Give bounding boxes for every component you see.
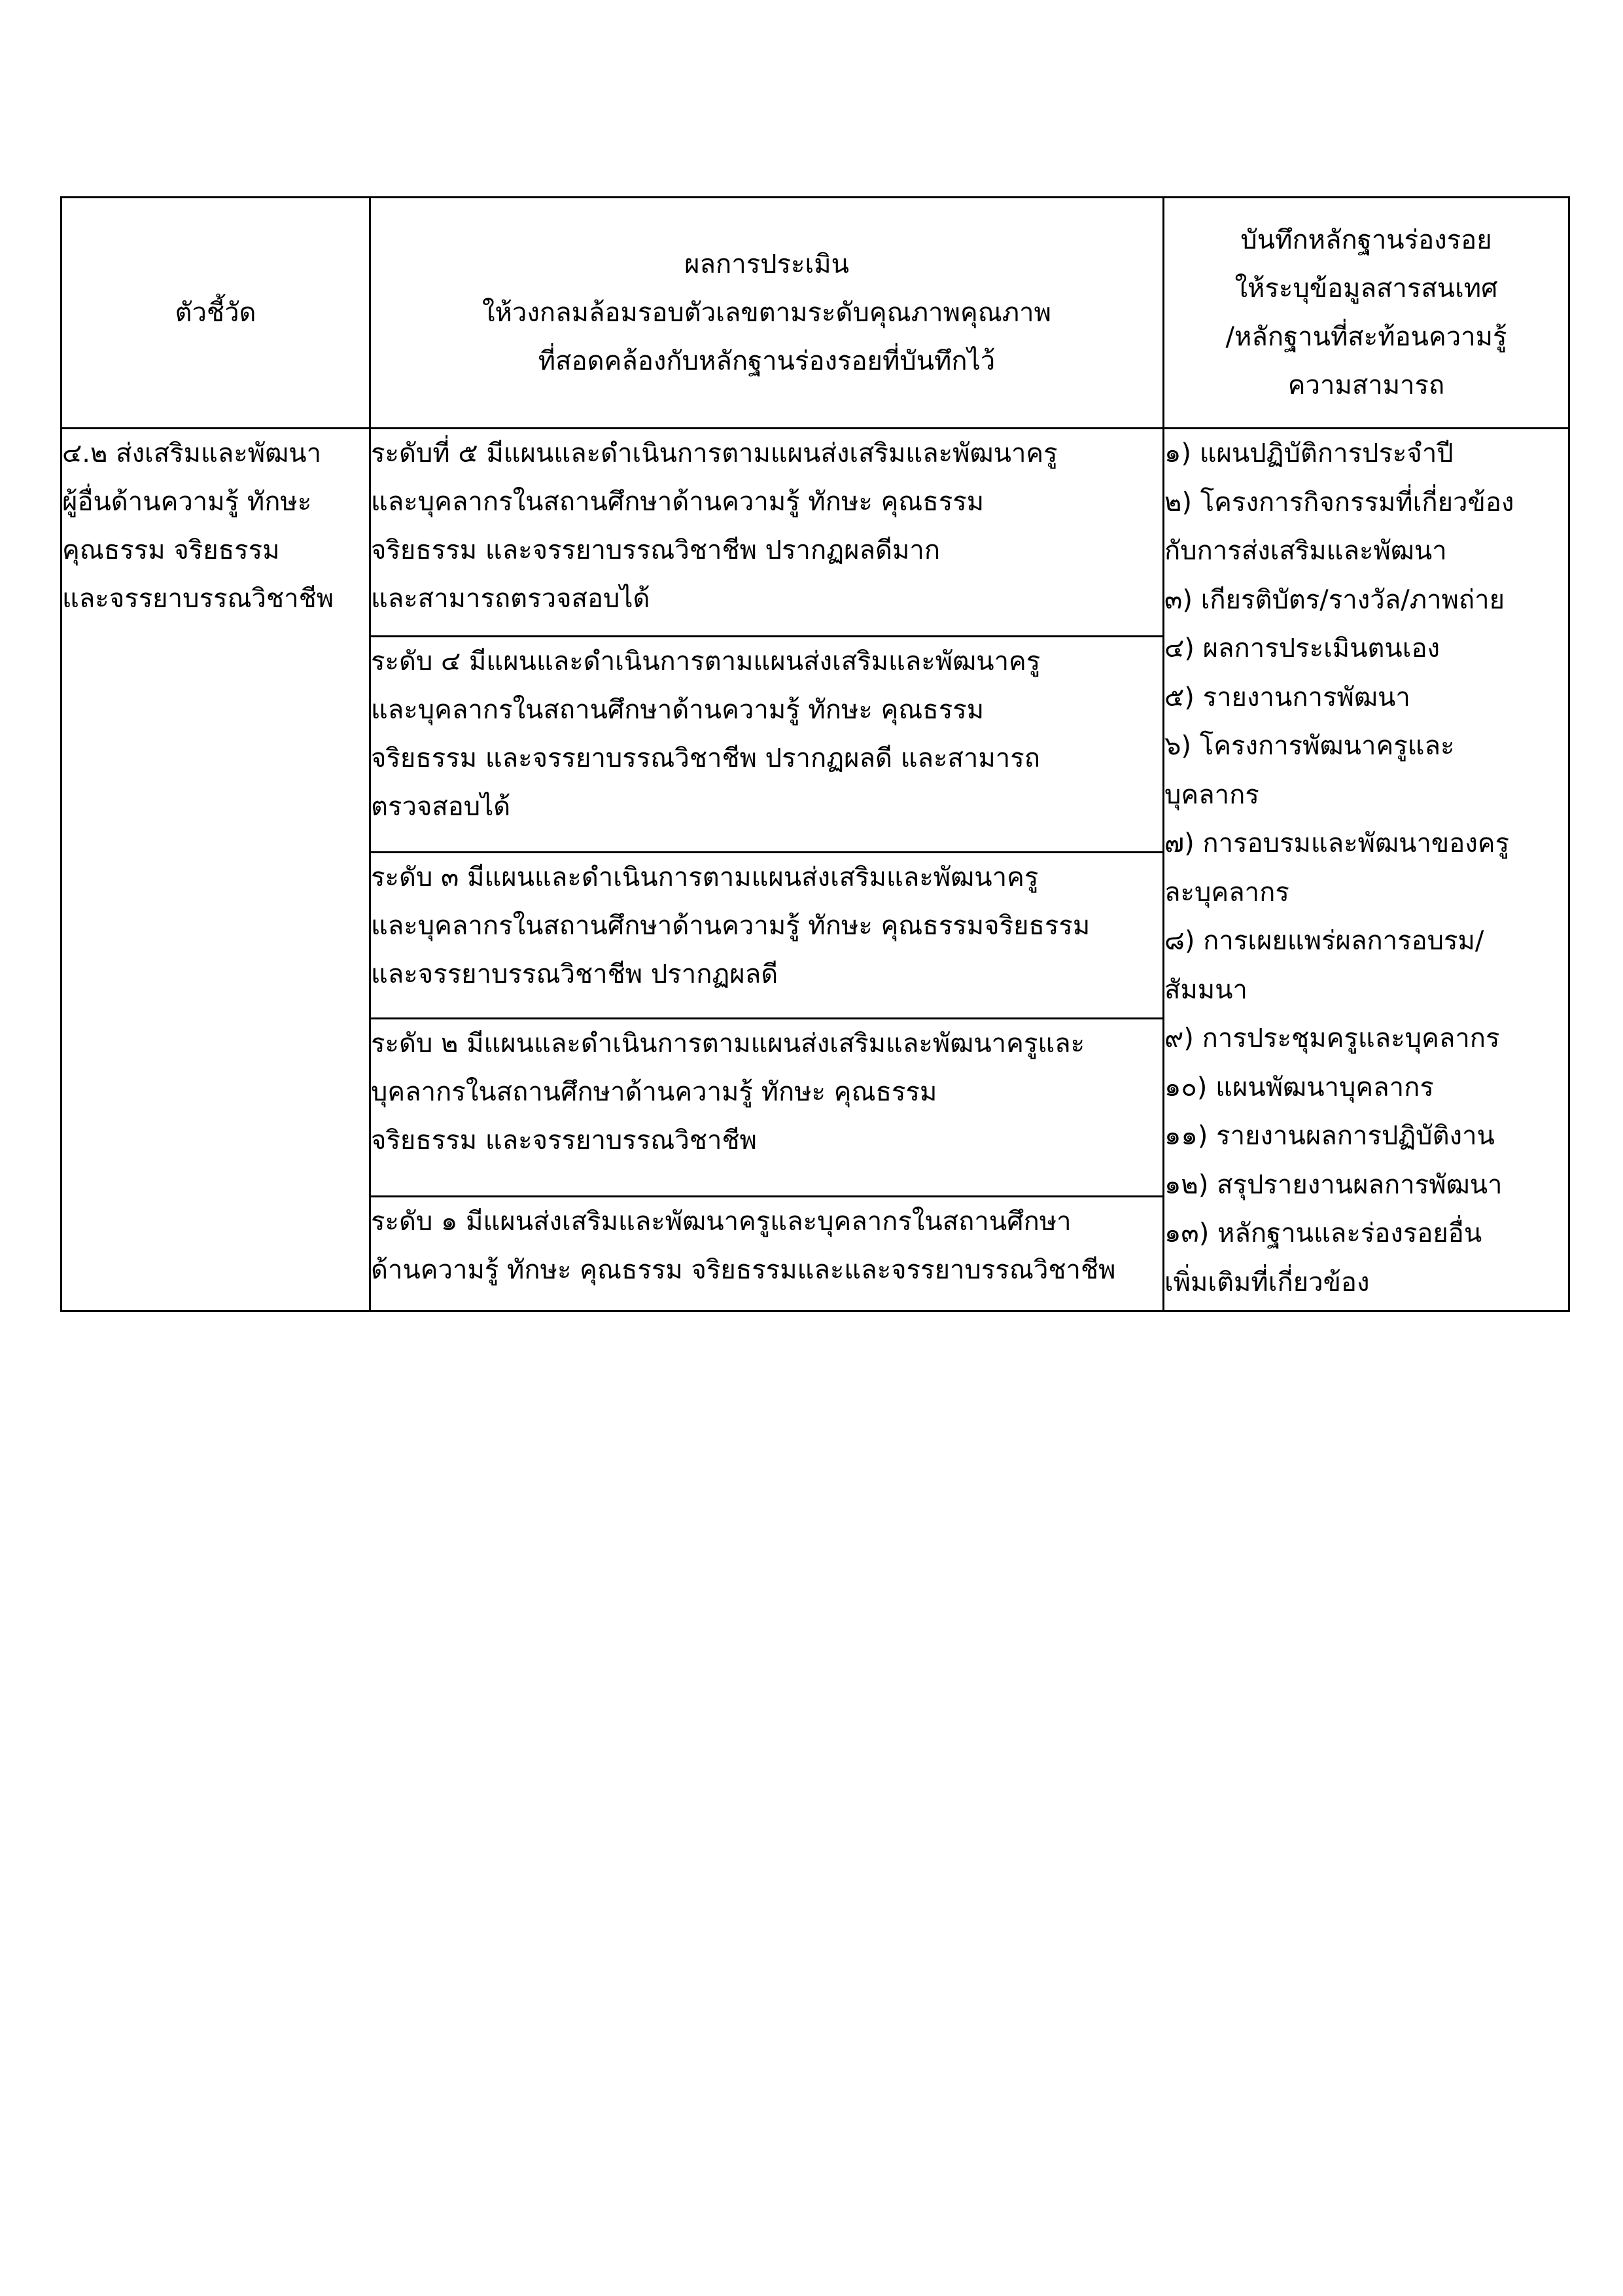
header-assessment-line: ให้วงกลมล้อมรอบตัวเลขตามระดับคุณภาพคุณภาพ [481,298,1052,328]
level-line: ระดับที่ ๕ มีแผนและดำเนินการตามแผนส่งเสริมและพัฒนาครู [371,438,1058,468]
level-5-cell[interactable] [370,429,1164,637]
header-assessment-line: ผลการประเมิน [684,249,849,279]
evidence-line: สัมมนา [1164,974,1248,1005]
evidence-line: ๖) โครงการพัฒนาครูและ [1164,731,1455,761]
header-evidence-line: ความสามารถ [1287,370,1445,400]
table-row-level-5 [61,429,1569,637]
level-4-cell[interactable] [370,637,1164,853]
evidence-line: ๕) รายงานการพัฒนา [1164,682,1410,713]
level-line: จริยธรรม และจรรยาบรรณวิชาชีพ [371,1125,757,1156]
indicator-line: คุณธรรม จริยธรรม [62,535,280,565]
level-1-cell[interactable] [370,1197,1164,1311]
level-line: ระดับ ๔ มีแผนและดำเนินการตามแผนส่งเสริมและพัฒนาครู [371,646,1041,677]
header-assessment [370,198,1164,429]
level-line: ระดับ ๒ มีแผนและดำเนินการตามแผนส่งเสริมและพัฒนาครูและ [371,1029,1085,1059]
level-line: และบุคลากรในสถานศึกษาด้านความรู้ ทักษะ คุณธรรม [371,487,985,517]
indicator-line: ๔.๒ ส่งเสริมและพัฒนา [62,438,322,468]
indicator-line: ผู้อื่นด้านความรู้ ทักษะ [62,487,312,517]
header-evidence [1164,198,1569,429]
level-3-cell[interactable] [370,853,1164,1019]
evidence-line: ๗) การอบรมและพัฒนาของครู [1164,828,1510,858]
evidence-line: ๓) เกียรติบัตร/รางวัล/ภาพถ่าย [1164,584,1505,615]
evidence-line: บุคลากร [1164,779,1259,810]
level-line: และบุคลากรในสถานศึกษาด้านความรู้ ทักษะ คุณธรรมจริยธรรม [371,911,1091,941]
level-line: บุคลากรในสถานศึกษาด้านความรู้ ทักษะ คุณธรรม [371,1077,937,1107]
level-line: ตรวจสอบได้ [371,792,511,822]
evidence-line: ๑๑) รายงานผลการปฏิบัติงาน [1164,1121,1495,1151]
evidence-line: ๑๒) สรุปรายงานผลการพัฒนา [1164,1169,1503,1200]
level-line: และจรรยาบรรณวิชาชีพ ปรากฏผลดี [371,959,778,989]
evidence-line: ละบุคลากร [1164,877,1289,908]
table-header-row [61,198,1569,429]
header-evidence-line: /หลักฐานที่สะท้อนความรู้ [1225,322,1507,352]
header-evidence-line: ให้ระบุข้อมูลสารสนเทศ [1234,274,1498,304]
level-line: จริยธรรม และจรรยาบรรณวิชาชีพ ปรากฏผลดีมาก [371,535,941,565]
evidence-line: ๑๐) แผนพัฒนาบุคลากร [1164,1072,1434,1103]
evidence-line: ๘) การเผยแพร่ผลการอบรม/ [1164,926,1484,956]
assessment-table [60,196,1570,1312]
level-2-cell[interactable] [370,1019,1164,1197]
header-indicator-label: ตัวชี้วัด [175,298,256,328]
evidence-line: ๑) แผนปฏิบัติการประจำปี [1164,438,1454,468]
evidence-line: ๙) การประชุมครูและบุคลากร [1164,1023,1500,1053]
indicator-cell [61,429,370,1311]
evidence-cell [1164,429,1569,1311]
header-indicator [61,198,370,429]
level-line: และบุคลากรในสถานศึกษาด้านความรู้ ทักษะ คุณธรรม [371,695,985,725]
evidence-line: เพิ่มเติมที่เกี่ยวข้อง [1164,1267,1370,1298]
evidence-line: กับการส่งเสริมและพัฒนา [1164,536,1447,566]
evidence-line: ๒) โครงการกิจกรรมที่เกี่ยวข้อง [1164,487,1514,518]
evidence-line: ๔) ผลการประเมินตนเอง [1164,633,1440,663]
level-line: ระดับ ๓ มีแผนและดำเนินการตามแผนส่งเสริมและพัฒนาครู [371,862,1039,892]
level-line: ด้านความรู้ ทักษะ คุณธรรม จริยธรรมและและจรรยาบรรณวิชาชีพ [371,1255,1116,1285]
header-evidence-line: บันทึกหลักฐานร่องรอย [1240,225,1492,255]
header-assessment-line: ที่สอดคล้องกับหลักฐานร่องรอยที่บันทึกไว้ [538,346,996,376]
level-line: ระดับ ๑ มีแผนส่งเสริมและพัฒนาครูและบุคลากรในสถานศึกษา [371,1207,1072,1237]
level-line: และสามารถตรวจสอบได้ [371,584,650,614]
level-line: จริยธรรม และจรรยาบรรณวิชาชีพ ปรากฏผลดี และสามารถ [371,743,1040,773]
indicator-line: และจรรยาบรรณวิชาชีพ [62,584,334,614]
evidence-line: ๑๓) หลักฐานและร่องรอยอื่น [1164,1218,1482,1248]
